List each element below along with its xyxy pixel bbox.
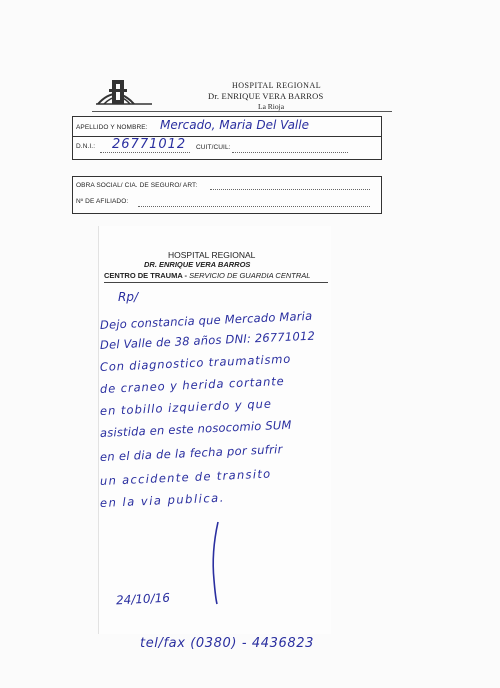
footer-phone: tel/fax (0380) - 4436823: [140, 636, 314, 651]
hospital-doctor-name: Dr. ENRIQUE VERA BARROS: [208, 91, 324, 101]
hospital-city: La Rioja: [258, 102, 285, 111]
prescription-unit: [104, 271, 310, 280]
note-line: en tobillo izquierdo y que: [99, 396, 273, 418]
prescription-unit-name: CENTRO DE TRAUMA -: [104, 271, 188, 280]
note-line: Dejo constancia que Mercado Maria: [99, 308, 313, 332]
name-field[interactable]: Mercado, Maria Del Valle: [160, 118, 309, 132]
note-line: de craneo y herida cortante: [99, 373, 285, 396]
dni-field[interactable]: 26771012: [112, 137, 187, 152]
note-line: asistida en este nosocomio SUM: [99, 417, 292, 440]
name-label: APELLIDO Y NOMBRE:: [76, 124, 148, 131]
hospital-logo-icon: [96, 78, 152, 106]
prescription-date: 24/10/16: [115, 590, 171, 608]
cuit-label: CUIT/CUIL:: [196, 144, 231, 151]
prescription-unit-service: SERVICIO DE GUARDIA CENTRAL: [189, 271, 311, 280]
prescription-doctor-name: DR. ENRIQUE VERA BARROS: [144, 260, 251, 269]
cuit-field[interactable]: [232, 151, 348, 153]
rp-mark: Rp/: [118, 290, 138, 304]
signature-stroke: [206, 520, 226, 606]
affiliate-field[interactable]: [138, 205, 370, 207]
insurance-label: OBRA SOCIAL/ CIA. DE SEGURO/ ART:: [76, 182, 198, 189]
note-line: en la via publica.: [99, 490, 226, 510]
note-line: Con diagnostico traumatismo: [99, 351, 292, 374]
hospital-title: HOSPITAL REGIONAL: [232, 81, 322, 90]
header-divider: [92, 111, 392, 112]
dni-label: D.N.I.:: [76, 143, 96, 150]
insurance-field[interactable]: [210, 188, 370, 190]
prescription-hospital-title: HOSPITAL REGIONAL: [168, 250, 256, 260]
prescription-header-divider: [104, 282, 328, 283]
affiliate-label: Nº DE AFILIADO:: [76, 198, 129, 205]
note-line: un accidente de transito: [99, 466, 272, 488]
note-line: en el dia de la fecha por sufrir: [99, 442, 283, 464]
note-line: Del Valle de 38 años DNI: 26771012: [99, 328, 316, 352]
